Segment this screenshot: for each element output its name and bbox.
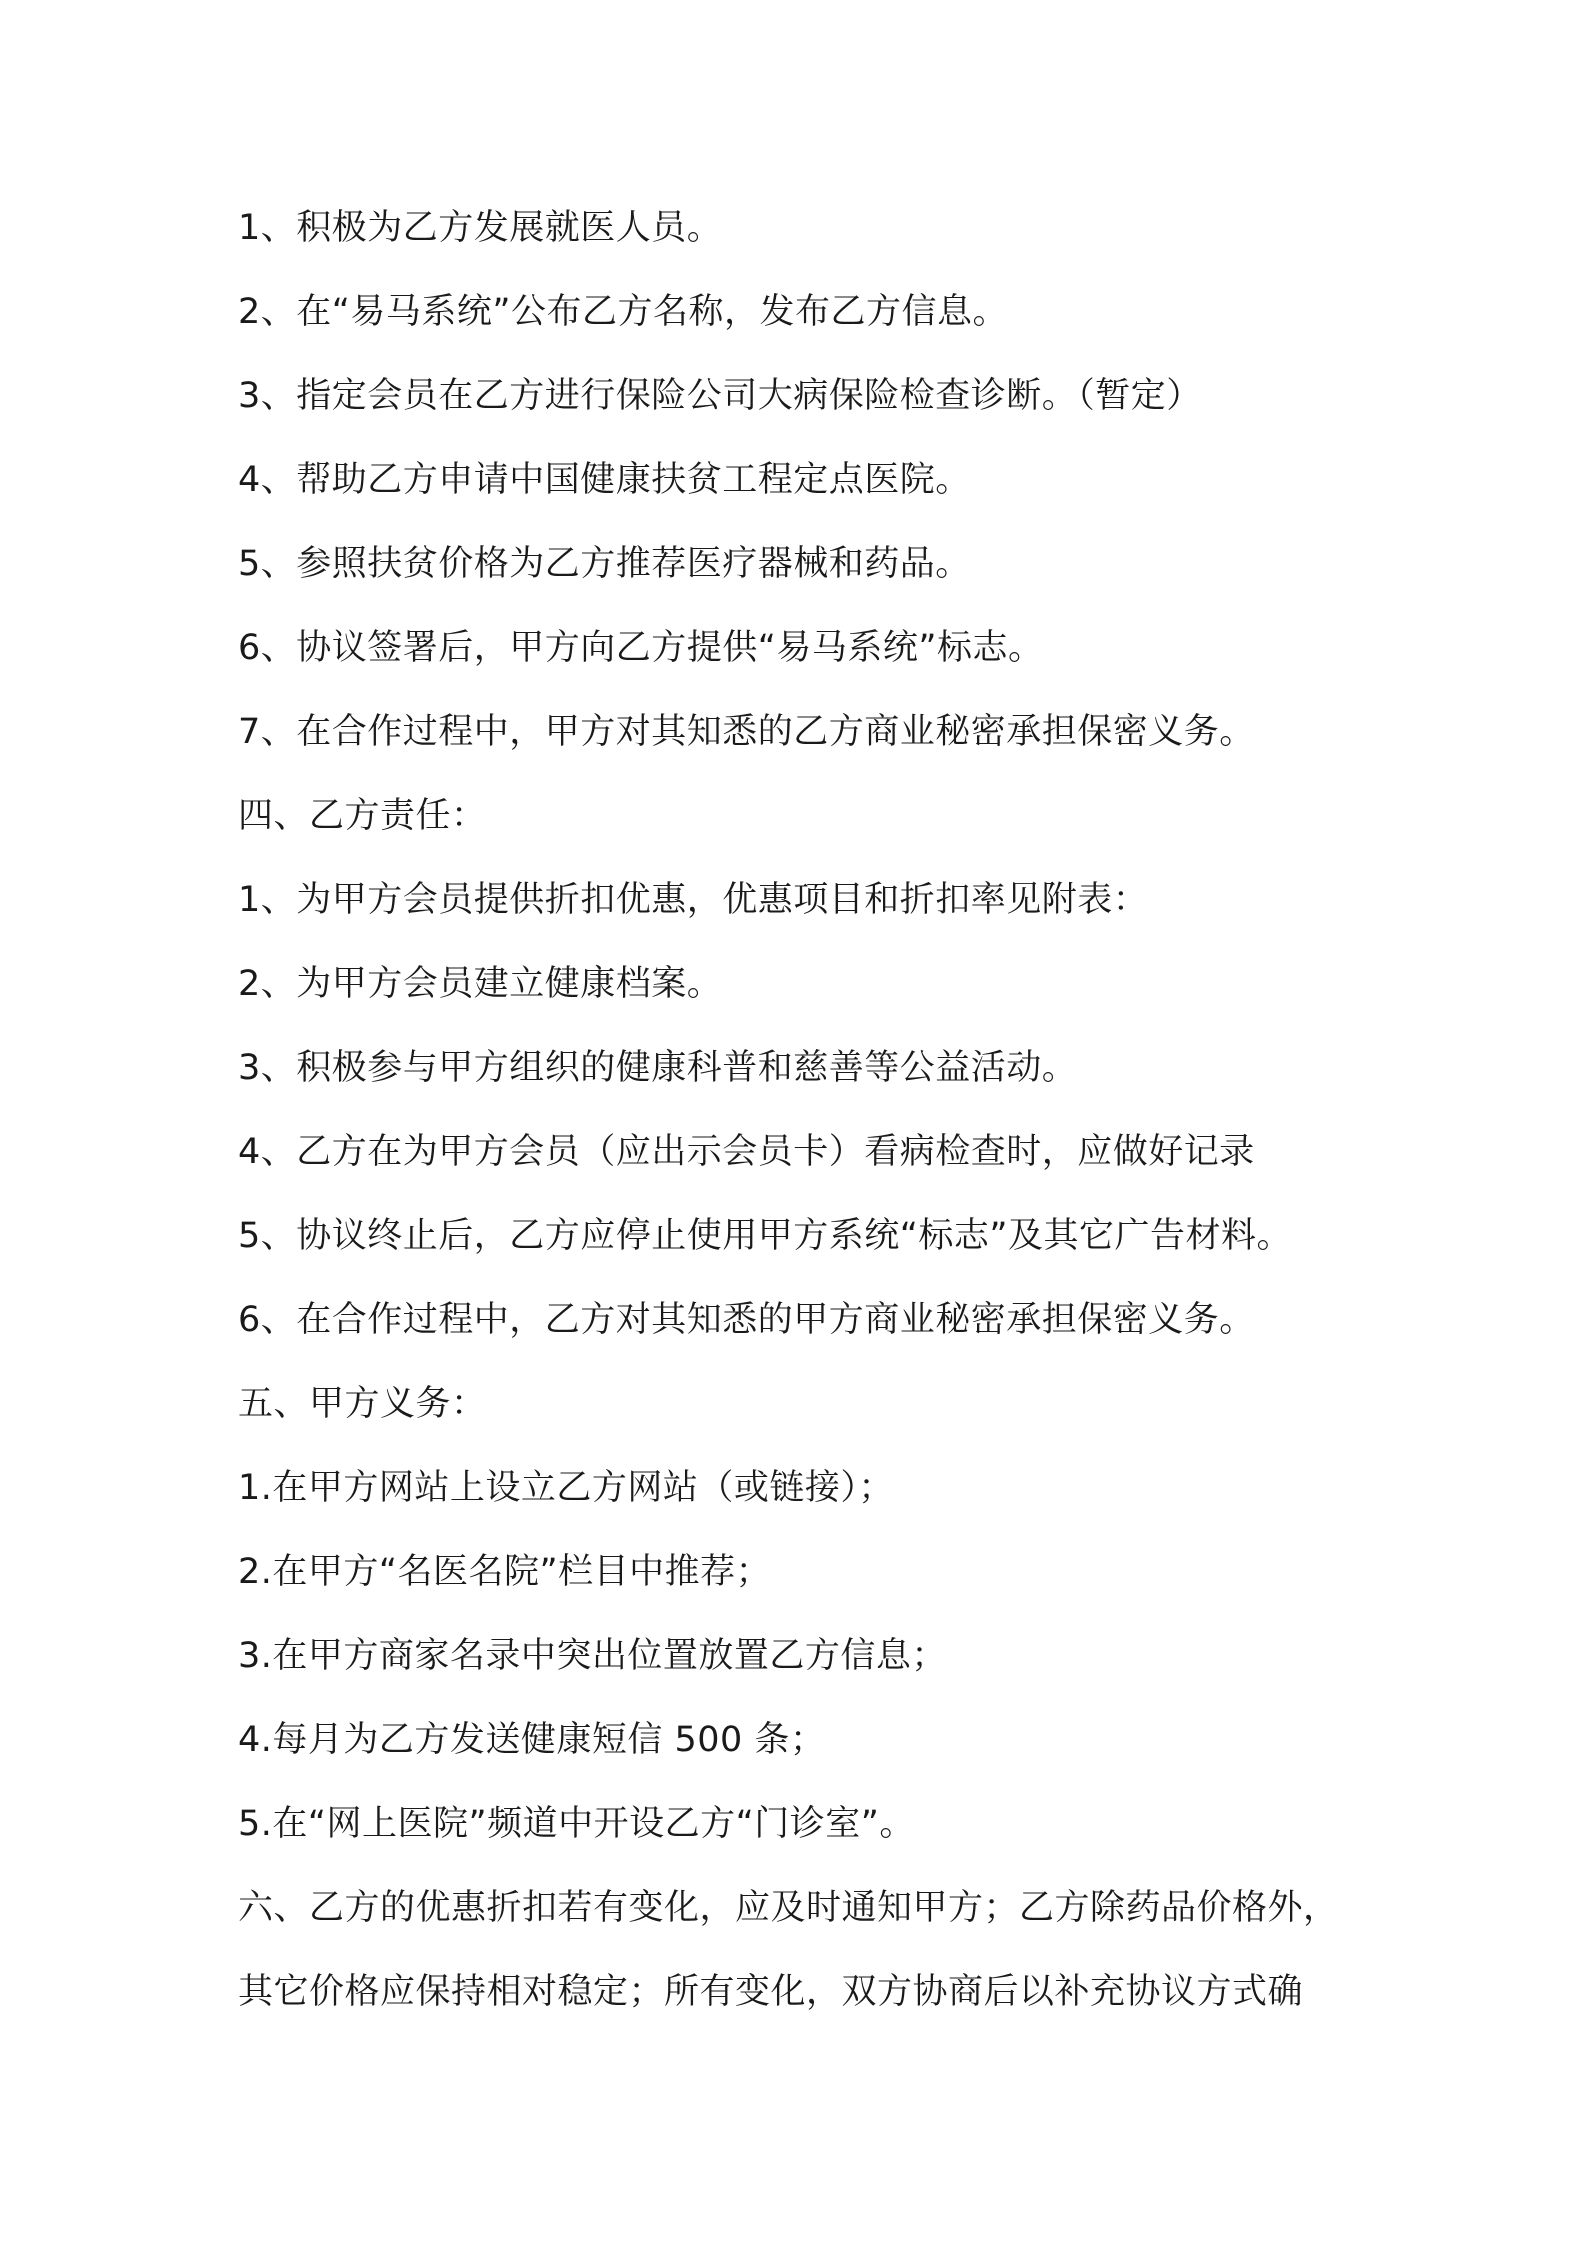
list-item-party-a-2: 2、在“易马系统”公布乙方名称，发布乙方信息。 (238, 292, 1009, 332)
section-six-paragraph-line-1: 六、乙方的优惠折扣若有变化，应及时通知甲方；乙方除药品价格外， (238, 1888, 1339, 1928)
list-item-party-a-6: 6、协议签署后，甲方向乙方提供“易马系统”标志。 (238, 628, 1044, 668)
list-item-party-b-4: 4、乙方在为甲方会员（应出示会员卡）看病检查时，应做好记录 (238, 1132, 1255, 1172)
list-item-obligation-5: 5.在“网上医院”频道中开设乙方“门诊室”。 (238, 1804, 915, 1844)
section-heading-party-b-duties: 四、乙方责任： (238, 796, 487, 836)
list-item-party-a-3: 3、指定会员在乙方进行保险公司大病保险检查诊断。（暂定） (238, 376, 1202, 416)
document-body (238, 196, 1398, 2044)
list-item-obligation-3: 3.在甲方商家名录中突出位置放置乙方信息； (238, 1636, 947, 1676)
list-item-party-b-5: 5、协议终止后，乙方应停止使用甲方系统“标志”及其它广告材料。 (238, 1216, 1293, 1256)
list-item-party-b-3: 3、积极参与甲方组织的健康科普和慈善等公益活动。 (238, 1048, 1078, 1088)
list-item-obligation-4: 4.每月为乙方发送健康短信 500 条； (238, 1720, 826, 1760)
list-item-party-b-2: 2、为甲方会员建立健康档案。 (238, 964, 723, 1004)
section-six-paragraph-line-2: 其它价格应保持相对稳定；所有变化，双方协商后以补充协议方式确 (238, 1972, 1304, 2012)
list-item-party-a-1: 1、积极为乙方发展就医人员。 (238, 208, 723, 248)
list-item-party-b-1: 1、为甲方会员提供折扣优惠，优惠项目和折扣率见附表： (238, 880, 1149, 920)
list-item-party-a-7: 7、在合作过程中，甲方对其知悉的乙方商业秘密承担保密义务。 (238, 712, 1255, 752)
section-heading-party-a-obligations: 五、甲方义务： (238, 1384, 487, 1424)
list-item-party-a-5: 5、参照扶贫价格为乙方推荐医疗器械和药品。 (238, 544, 971, 584)
list-item-obligation-2: 2.在甲方“名医名院”栏目中推荐； (238, 1552, 772, 1592)
list-item-party-b-6: 6、在合作过程中，乙方对其知悉的甲方商业秘密承担保密义务。 (238, 1300, 1255, 1340)
list-item-party-a-4: 4、帮助乙方申请中国健康扶贫工程定点医院。 (238, 460, 971, 500)
list-item-obligation-1: 1.在甲方网站上设立乙方网站（或链接）； (238, 1468, 894, 1508)
